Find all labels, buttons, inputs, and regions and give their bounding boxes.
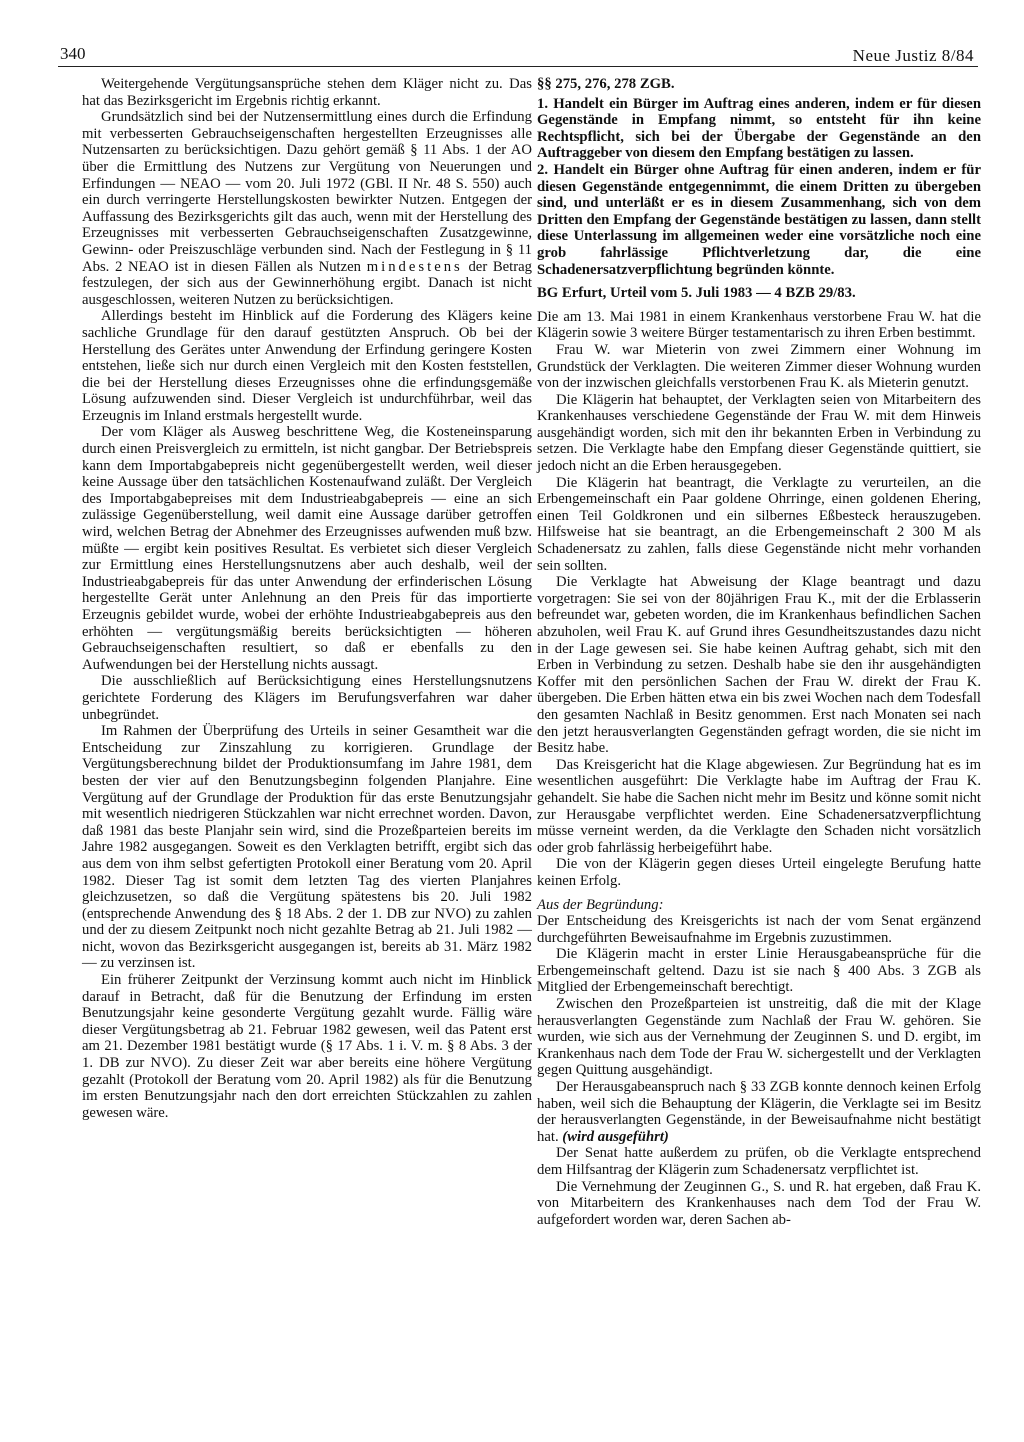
header-rule (58, 66, 978, 67)
paragraph: Der vom Kläger als Ausweg beschrittene Weg, die Kosteneinsparung durch einen Preisvergleich zu ermitteln, ist nicht gangbar. Der Betriebspreis kann dem Importabgabepreis nicht gegenübergestellt werden, weil dieser keine Aussage über den tatsächlichen Kostenaufwand zuläßt. Der Vergleich des Importabgabepreises mit dem Industrieabgabepreis — eine an sich zulässige Gegenüberstellung, weil damit eine Aussage darüber getroffen wird, welchen Betrag der Abnehmer des Erzeugnisses aufwenden muß bzw. müßte — ergibt kein positives Resultat. Es verbietet sich dieser Vergleich zur Ermittlung eines Herstellungsnutzens aber auch deshalb, weil der Industrieabgabepreis für das unter Anwendung der erfinderischen Lösung hergestellte Gerät unter Anlehnung an den Preis für das importierte Erzeugnis gebildet wurde, wobei der erhöhte Industrieabgabepreis aus den erhöhten — vergütungsmäßig bereits berücksichtigten — höheren Gebrauchseigenschaften resultiert, so daß er ebenfalls zu den Aufwendungen bei der Herstellung nichts aussagt. (82, 424, 532, 673)
headnote-2: 2. Handelt ein Bürger ohne Auftrag für einen anderen, indem er für diesen Gegenstände entgegennimmt, die einem Dritten zu übergeben sind, und unterläßt er es in diesem Zusammenhang, sich von dem Dritten den Empfang der Gegenstände bestätigen zu lassen, dann stellt diese Unterlassung im allgemeinen weder eine vorsätzliche noch eine grob fahrlässige Pflichtverletzung dar, die eine Schadenersatzverpflichtung begründen könnte. (537, 161, 981, 278)
paragraph: Der Entscheidung des Kreisgerichts ist nach der vom Senat ergänzend durchgeführten Beweisaufnahme im Ergebnis zuzustimmen. (537, 913, 981, 946)
paragraph: Die am 13. Mai 1981 in einem Krankenhaus verstorbene Frau W. hat die Klägerin sowie 3 weitere Bürger testamentarisch zu ihren Erben bestimmt. (537, 308, 981, 342)
paragraph: Die Vernehmung der Zeuginnen G., S. und R. hat ergeben, daß Frau K. von Mitarbeitern des Krankenhauses nach dem Tod der Frau W. aufgefordert worden war, deren Sachen ab- (537, 1178, 981, 1228)
headnote-1: 1. Handelt ein Bürger im Auftrag eines anderen, indem er für diesen Gegenstände in Empfang nimmt, so entsteht für ihn keine Rechtspflicht, sich bei der Übergabe der Gegenstände an den Auftraggeber von diesem den Empfang bestätigen zu lassen. (537, 95, 981, 162)
paragraph: Ein früherer Zeitpunkt der Verzinsung kommt auch nicht im Hinblick darauf in Betracht, daß für die Benutzung der Erfindung im ersten Benutzungsjahr keine gesonderte Vergütung gezahlt wurde. Fällig wäre dieser Vergütungsbetrag ab 21. Februar 1982 gewesen, weil das Patent erst am 21. Dezember 1981 bestätigt wurde (§ 17 Abs. 1 i. V. m. § 8 Abs. 3 der 1. DB zur NVO). Zu dieser Zeit war aber bereits eine höhere Vergütung gezahlt (Protokoll der Beratung vom 20. April 1982) als für die Benutzung im ersten Benutzungsjahr nach den dort erreichten Stückzahlen zu zahlen gewesen wäre. (82, 972, 532, 1121)
paragraph: Die Klägerin hat behauptet, der Verklagten seien von Mitarbeitern des Krankenhauses verschiedene Gegenstände der Frau W. mit dem Hinweis ausgehändigt worden, sich mit den ihr bekannten Erben in Verbindung zu setzen. Die Verklagte habe den Empfang dieser Gegenstände quittiert, sie jedoch nicht an die Erben herausgegeben. (537, 391, 981, 475)
paragraph: Der Senat hatte außerdem zu prüfen, ob die Verklagte entsprechend dem Hilfsantrag der Klägerin zum Schadenersatz verpflichtet ist. (537, 1145, 981, 1178)
paragraph: Zwischen den Prozeßparteien ist unstreitig, daß die mit der Klage herausverlangten Gegenstände zum Nachlaß der Frau W. gehören. Sie wurden, wie sich aus der Vernehmung der Zeuginnen S. und D. ergibt, im Krankenhaus nach dem Tode der Frau W. sichergestellt und der Verklagten gegen Quittung ausgehändigt. (537, 996, 981, 1079)
journal-issue: Neue Justiz 8/84 (852, 46, 974, 65)
paragraph: Die ausschließlich auf Berücksichtigung eines Herstellungsnutzens gerichtete Forderung des Klägers im Berufungsverfahren war daher unbegründet. (82, 673, 532, 723)
omission-note: (wird ausgeführt) (562, 1128, 669, 1145)
right-column (537, 76, 981, 1228)
page-number: 340 (60, 44, 86, 63)
page-header (58, 30, 978, 65)
case-citation: BG Erfurt, Urteil vom 5. Juli 1983 — 4 BZB 29/83. (537, 285, 856, 302)
paragraph: Die von der Klägerin gegen dieses Urteil eingelegte Berufung hatte keinen Erfolg. (537, 856, 981, 889)
paragraph: Im Rahmen der Überprüfung des Urteils in seiner Gesamtheit war die Entscheidung zur Zinszahlung zu korrigieren. Grundlage der Vergütungsberechnung bildet der Produktionsumfang im Jahre 1981, dem besten der vier auf den Benutzungsbeginn folgenden Planjahre. Eine Vergütung auf der Grundlage der Produktion für das erste Benutzungsjahr mit wesentlich niedrigeren Stückzahlen war nicht errechnet worden. Davon, daß 1981 das beste Planjahr sein wird, sind die Prozeßparteien bereits im Jahre 1982 ausgegangen. Soweit es den Verklagten betrifft, ergibt sich das aus dem von ihm selbst gefertigten Protokoll einer Beratung vom 20. April 1982. Dieser Tag ist somit dem letzten Tag des vierten Planjahres gleichzusetzen, so daß die Vergütung spätestens bis 20. Juli 1982 (entsprechende Anwendung des § 18 Abs. 2 der 1. DB zur NVO) zu zahlen und der zu diesem Zeitpunkt noch nicht gezahlte Betrag ab 21. Juli 1982 — nicht, wovon das Bezirksgericht ausgegangen ist, bereits ab 31. März 1982 — zu verzinsen ist. (82, 723, 532, 972)
paragraph: Die Klägerin macht in erster Linie Herausgabeansprüche für die Erbengemeinschaft geltend. Dazu ist sie nach § 400 Abs. 3 ZGB als Mitglied der Erbengemeinschaft berechtigt. (537, 946, 981, 996)
statute-reference: §§ 275, 276, 278 ZGB. (537, 76, 675, 92)
emphasized-word: mindestens (366, 258, 463, 275)
paragraph: Frau W. war Mieterin von zwei Zimmern einer Wohnung im Grundstück der Verklagten. Die weiteren Zimmer dieser Wohnung wurden von der inzwischen gleichfalls verstorbenen Frau K. als Mieterin genutzt. (537, 341, 981, 392)
paragraph: Das Kreisgericht hat die Klage abgewiesen. Zur Begründung hat es im wesentlichen ausgeführt: Die Verklagte habe im Auftrag der Frau K. gehandelt. Sie habe die Sachen nicht mehr im Besitz und könne somit nicht zur Herausgabe verpflichtet werden. Eine Schadenersatzverpflichtung müsse verneint werden, da die Verklagte den Schaden nicht vorsätzlich oder grob fahrlässig herbeigeführt habe. (537, 756, 981, 856)
paragraph: Die Verklagte hat Abweisung der Klage beantragt und dazu vorgetragen: Sie sei von der 80jährigen Frau K., mit der die Erblasserin befreundet war, gebeten worden, die im Krankenhaus befindlichen Sachen abzuholen, weil Frau K. auf Grund ihres Gesundheitszustandes dazu nicht in der Lage gewesen sei. Sie habe keinen Auftrag gehabt, sich mit den Erben in Verbindung zu setzen. Deshalb habe sie den ihr ausgehändigten Koffer mit den persönlichen Sachen der Frau W. direkt der Frau K. übergeben. Die Erben hätten etwa ein bis zwei Wochen nach dem Todesfall den gesamten Nachlaß in Besitz genommen. Erst nach Monaten sei nach den jetzt herausverlangten Gegenständen gefragt worden, die sie nicht im Besitz habe. (537, 574, 981, 757)
paragraph: Die Klägerin hat beantragt, die Verklagte zu verurteilen, an die Erbengemeinschaft ein Paar goldene Ohrringe, einen goldenen Ehering, einen Teil Goldkronen und ein silbernes Eßbesteck herauszugeben. Hilfsweise hat sie beantragt, an die Erbengemeinschaft 2 300 M als Schadenersatz zu zahlen, falls diese Gegenstände nicht mehr vorhanden sein sollten. (537, 474, 981, 574)
paragraph: Allerdings besteht im Hinblick auf die Forderung des Klägers keine sachliche Grundlage für den darauf gestützten Anspruch. Ob bei der Herstellung des Gerätes unter Anwendung der Erfindung geringere Kosten entstehen, ließe sich nur durch einen Vergleich mit den Kosten feststellen, die bei der Herstellung dieses Erzeugnisses ohne die erfindungsgemäße Lösung aufzuwenden sind. Dieser Vergleich ist undurchführbar, weil das Erzeugnis im Inland erstmals hergestellt wurde. (82, 308, 532, 424)
paragraph: Weitergehende Vergütungsansprüche stehen dem Kläger nicht zu. Das hat das Bezirksgericht im Ergebnis richtig erkannt. (82, 76, 532, 109)
paragraph: Grundsätzlich sind bei der Nutzensermittlung eines durch die Erfindung mit verbesserten Gebrauchseigenschaften hergestellten Erzeugnisses alle Nutzensarten zu berücksichtigen. Dazu gehört gemäß § 11 Abs. 1 der AO über die Ermittlung des Nutzens zur Vergütung von Neuerungen und Erfindungen — NEAO — vom 20. Juli 1972 (GBl. II Nr. 48 S. 550) auch ein durch verringerte Herstellungskosten bewirkter Nutzen. Entgegen der Auffassung des Bezirksgerichts gilt das auch, wenn mit der Herstellung des Erzeugnisses mit verbesserten Gebrauchseigenschaften Zusatzgewinne, Gewinn- oder Preiszuschläge verbunden sind. Nach der Festlegung in § 11 Abs. 2 NEAO ist in diesen Fällen als Nutzen mindestens der Betrag festzulegen, der sich aus der Gewinnerhöhung ergibt. Danach ist nicht ausgeschlossen, weiteren Nutzen zu berücksichtigen. (82, 109, 533, 308)
left-column (82, 76, 532, 1121)
grounds-heading: Aus der Begründung: (537, 896, 664, 913)
paragraph: Der Herausgabeanspruch nach § 33 ZGB konnte dennoch keinen Erfolg haben, weil sich die Behauptung der Klägerin, die Verklagte sei im Besitz der herausverlangten Gegenstände, in der Beweisaufnahme nicht bestätigt hat. (wird ausgeführt) (537, 1079, 981, 1145)
